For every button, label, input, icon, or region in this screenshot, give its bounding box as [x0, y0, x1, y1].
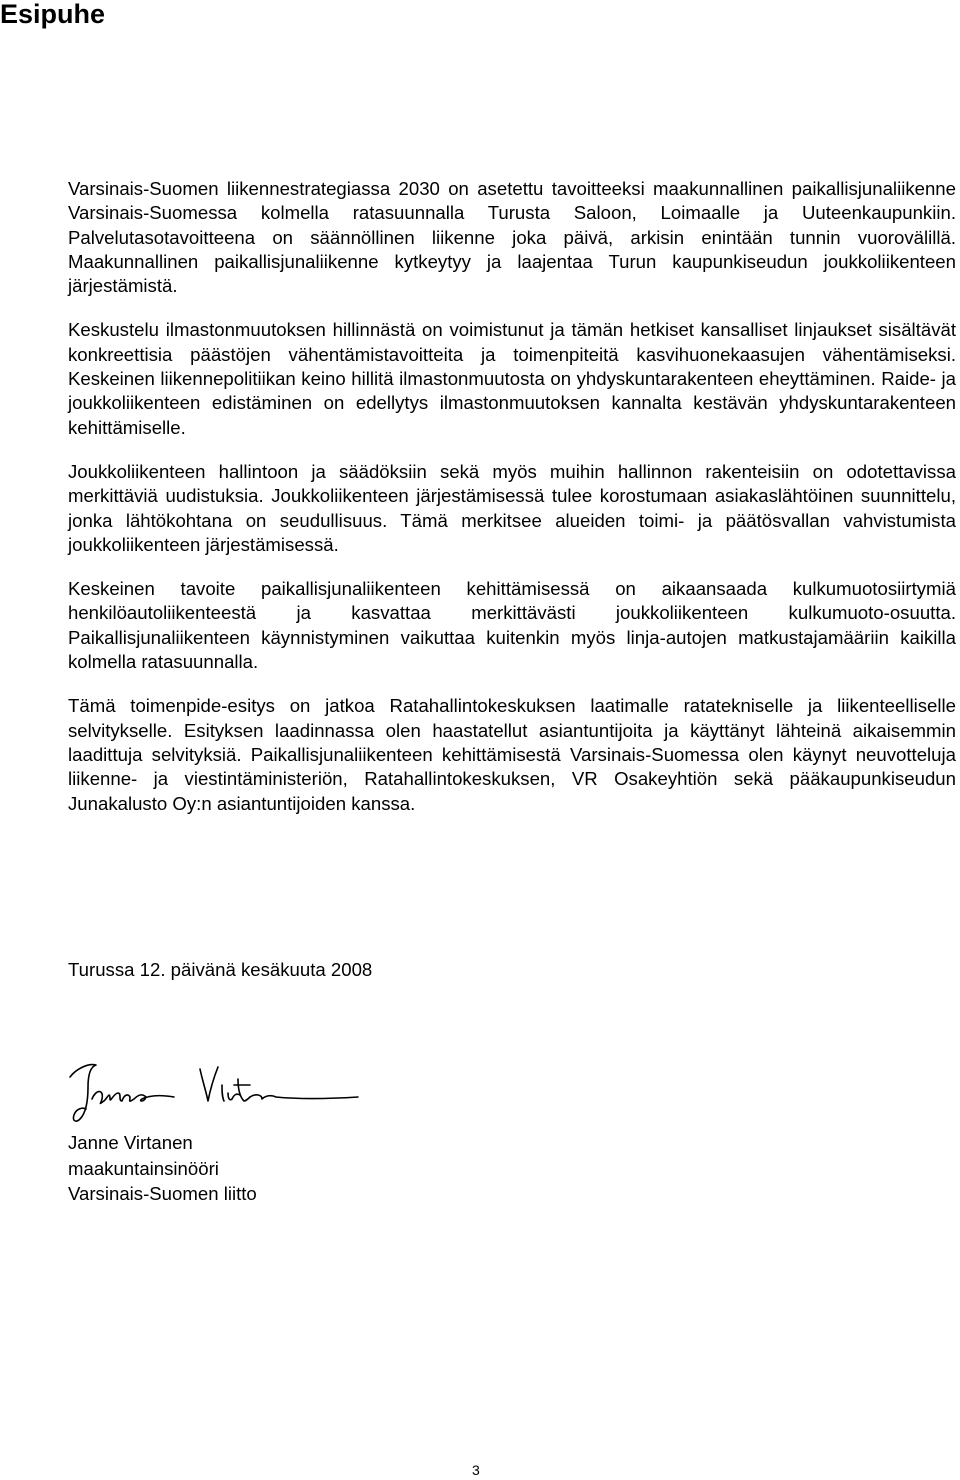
signer-organization: Varsinais-Suomen liitto: [68, 1183, 257, 1204]
signer-position: maakuntainsinööri: [68, 1157, 219, 1179]
paragraph-4: Keskeinen tavoite paikallisjunaliikenteen kehittämisessä on aikaansaada kulkumuotosiirtymiä henkilöautoliikenteestä ja kasvattaa merkittävästi joukkoliikenteen kulkumuoto-osuutta. Paikallisjunaliikenteen käynnistyminen vaikuttaa kuitenkin myös linja-autojen matkustajamääriin kaikilla kolmella ratasuunnalla.: [68, 578, 956, 673]
paragraph-3: Joukkoliikenteen hallintoon ja säädöksiin sekä myös muihin hallinnon rakenteisiin on odotettavissa merkittäviä uudistuksia. Joukkoliikenteen järjestämisessä tulee korostumaan asiakaslähtöinen suunnittelu, jonka lähtökohtana on seudullisuus. Tämä merkitsee alueiden toimi- ja päätösvallan vahvistumista joukkoliikenteen järjestämisessä.: [68, 460, 956, 555]
place-date: Turussa 12. päivänä kesäkuuta 2008: [68, 959, 373, 980]
signer-block: [68, 1130, 257, 1207]
page-number: 3: [472, 1462, 480, 1478]
page-title: Esipuhe: [0, 0, 106, 29]
handwritten-signature: [66, 1055, 366, 1135]
paragraph-2: Keskustelu ilmastonmuutoksen hillinnästä on voimistunut ja tämän hetkiset kansalliset linjaukset sisältävät konkreettisia päästöjen vähentämistavoitteita ja toimenpiteitä kasvihuonekaasujen vähentämiseksi. Keskeinen liikennepolitiikan keino hillitä ilmastonmuutosta on yhdyskuntarakenteen eheyttäminen. Raide- ja joukkoliikenteen edistäminen on edellytys ilmastonmuutoksen kannalta kestävän yhdyskuntarakenteen kehittämiselle.: [68, 319, 956, 438]
paragraph-5: Tämä toimenpide-esitys on jatkoa Ratahallintokeskuksen laatimalle ratatekniselle ja liikenteelliselle selvitykselle. Esityksen laadinnassa olen haastatellut asiantuntijoita ja käyttänyt lähteinä aikaisemmin laadittuja selvityksiä. Paikallisjunaliikenteen kehittämisestä Varsinais-Suomessa olen käynyt neuvotteluja liikenne- ja viestintäministeriön, Ratahallintokeskuksen, VR Osakeyhtiön sekä pääkaupunkiseudun Junakalusto Oy:n asiantuntijoiden kanssa.: [68, 695, 956, 814]
body-text: [68, 177, 956, 836]
signer-name: Janne Virtanen: [68, 1132, 193, 1153]
paragraph-1: Varsinais-Suomen liikennestrategiassa 2030 on asetettu tavoitteeksi maakunnallinen paikallisjunaliikenne Varsinais-Suomessa kolmella ratasuunnalla Turusta Saloon, Loimaalle ja Uuteenkaupunkiin. Palvelutasotavoitteena on säännöllinen liikenne joka päivä, arkisin enintään tunnin vuorovälillä. Maakunnallinen paikallisjunaliikenne kytkeytyy ja laajentaa Turun kaupunkiseudun joukkoliikenteen järjestämistä.: [68, 178, 956, 297]
